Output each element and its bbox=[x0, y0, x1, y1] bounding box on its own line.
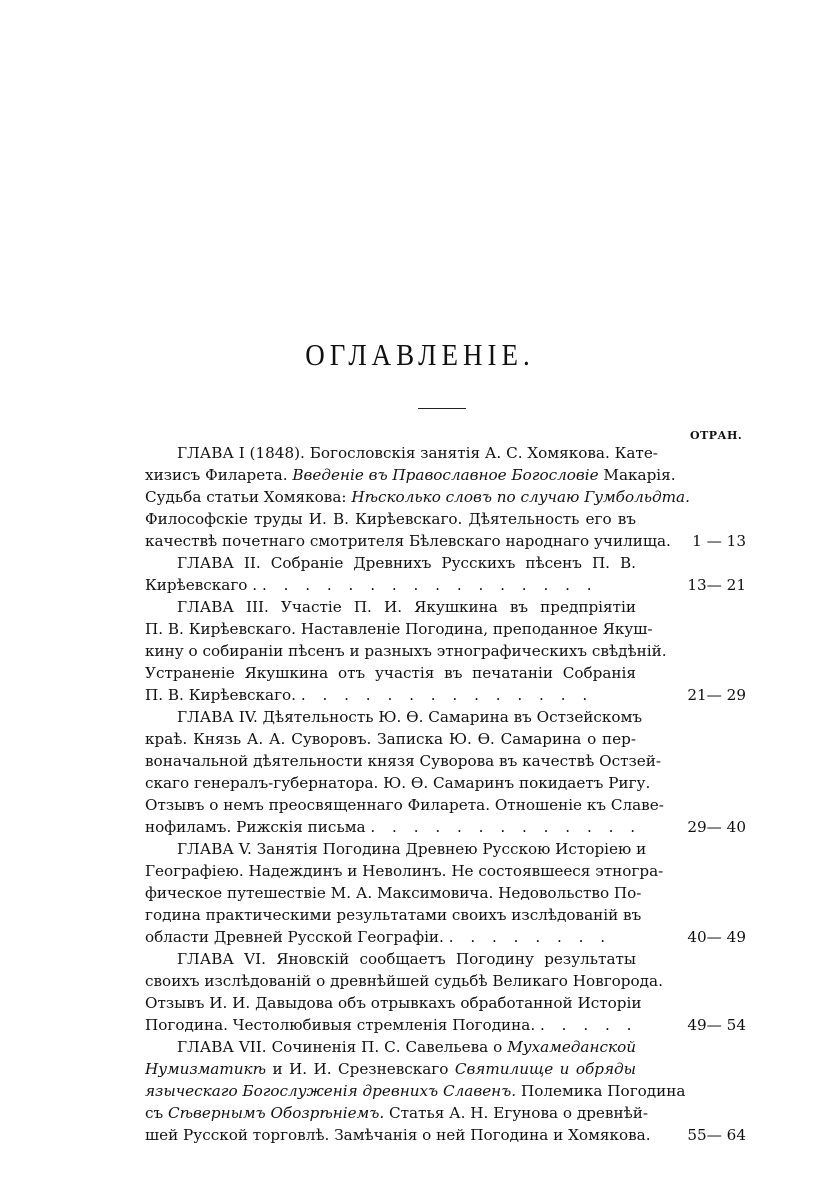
toc-line bbox=[145, 728, 636, 750]
toc-line bbox=[145, 508, 636, 530]
toc-line bbox=[145, 596, 636, 618]
italic-title: Нумизматикѣ bbox=[145, 1060, 267, 1078]
dot-leader: . . . . . . . . . . . . . . . . bbox=[261, 576, 598, 594]
pages-column-heading: ОТРАН. bbox=[690, 429, 743, 442]
toc-line bbox=[145, 1102, 648, 1124]
toc-text: ГЛАВА VII. Сочиненія П. С. Савельева о bbox=[177, 1038, 508, 1056]
page-range: 1 — 13 bbox=[692, 532, 746, 550]
title-rule bbox=[418, 408, 466, 409]
toc-line bbox=[145, 816, 642, 838]
toc-line bbox=[145, 552, 636, 574]
toc-line bbox=[145, 706, 643, 728]
toc-line bbox=[145, 1124, 651, 1146]
toc-line bbox=[145, 574, 636, 596]
toc-line bbox=[145, 992, 642, 1014]
toc-line bbox=[145, 640, 667, 662]
dot-leader: . . . . . . . . . . . . . bbox=[370, 818, 642, 836]
toc-line bbox=[145, 750, 662, 772]
toc-line bbox=[145, 970, 663, 992]
toc-line bbox=[145, 442, 658, 464]
toc-text: Отзывъ И. И. Давыдова объ отрывкахъ обработанной Исторіи bbox=[145, 994, 642, 1012]
dot-leader: . . . . . . . . bbox=[448, 928, 612, 946]
toc-line bbox=[145, 838, 647, 860]
toc-line bbox=[145, 662, 636, 684]
toc-line bbox=[145, 618, 653, 640]
italic-title: Введеніе въ Православное Богословіе bbox=[292, 466, 599, 484]
italic-title: Сѣвернымъ Обозрѣніемъ. bbox=[168, 1104, 385, 1122]
toc-text: воначальной дѣятельности князя Суворова въ качествѣ Остзей- bbox=[145, 752, 662, 770]
italic-title: Святилище и обряды bbox=[454, 1060, 636, 1078]
page-range: 49— 54 bbox=[687, 1016, 746, 1034]
toc-text: Макарія. bbox=[598, 466, 676, 484]
page-title: ОГЛАВЛЕНІЕ. bbox=[305, 338, 535, 372]
dot-leader: . . . . . . . . . . . . . . bbox=[300, 686, 594, 704]
page-range: 21— 29 bbox=[687, 686, 746, 704]
toc-line bbox=[145, 948, 636, 970]
toc-line bbox=[145, 860, 664, 882]
toc-text: година практическими результатами своихъ изслѣдованій въ bbox=[145, 906, 642, 924]
toc-line bbox=[145, 882, 642, 904]
toc-text: Полемика Погодина bbox=[516, 1082, 686, 1100]
toc-text: кину о собираніи пѣсенъ и разныхъ этнографическихъ свѣдѣній. bbox=[145, 642, 667, 660]
toc-line bbox=[145, 772, 651, 794]
toc-text: своихъ изслѣдованій о древнѣйшей судьбѣ Великаго Новгорода. bbox=[145, 972, 663, 990]
toc-text: ГЛАВА VI. Яновскій сообщаетъ Погодину результаты bbox=[177, 950, 636, 968]
toc-text: ГЛАВА III. Участіе П. И. Якушкина въ предпріятіи bbox=[177, 598, 636, 616]
toc-text: ГЛАВА IV. Дѣятельность Ю. Ѳ. Самарина въ Остзейскомъ bbox=[177, 708, 643, 726]
toc-line bbox=[145, 904, 642, 926]
toc-text: хизисъ Филарета. bbox=[145, 466, 293, 484]
toc-text: П. В. Кирѣевскаго. bbox=[145, 686, 301, 704]
toc-text: П. В. Кирѣевскаго. Наставленіе Погодина, преподанное Якуш- bbox=[145, 620, 653, 638]
toc-text: качествѣ почетнаго смотрителя Бѣлевскаго народнаго училища. bbox=[145, 532, 671, 550]
toc-text: ГЛАВА II. Собраніе Древнихъ Русскихъ пѣсенъ П. В. bbox=[177, 554, 636, 572]
toc-text: Устраненіе Якушкина отъ участія въ печатаніи Собранія bbox=[145, 664, 636, 682]
toc-text: области Древней Русской Географіи. bbox=[145, 928, 449, 946]
toc-text: и И. И. Срезневскаго bbox=[266, 1060, 455, 1078]
toc-line bbox=[145, 1058, 636, 1080]
toc-line bbox=[145, 486, 690, 508]
toc-line bbox=[145, 1014, 636, 1036]
page-range: 29— 40 bbox=[687, 818, 746, 836]
toc-text: Философскіе труды И. В. Кирѣевскаго. Дѣятельность его въ bbox=[145, 510, 636, 528]
toc-line bbox=[145, 464, 676, 486]
toc-text: фическое путешествіе М. А. Максимовича. Недовольство По- bbox=[145, 884, 642, 902]
page-range: 55— 64 bbox=[687, 1126, 746, 1144]
toc-text: Статья А. Н. Егунова о древнѣй- bbox=[384, 1104, 648, 1122]
toc-line bbox=[145, 1036, 636, 1058]
toc-line bbox=[145, 530, 671, 552]
toc-line bbox=[145, 926, 636, 948]
toc-text: Судьба статьи Хомякова: bbox=[145, 488, 352, 506]
toc-line bbox=[145, 684, 636, 706]
toc-text: ГЛАВА I (1848). Богословскія занятія А. С. Хомякова. Кате- bbox=[177, 444, 658, 462]
toc-line bbox=[145, 1080, 686, 1102]
toc-text: нофиламъ. Рижскія письма bbox=[145, 818, 371, 836]
toc-text: Кирѣевскаго . bbox=[145, 576, 262, 594]
page-range: 40— 49 bbox=[687, 928, 746, 946]
toc-text: скаго генералъ-губернатора. Ю. Ѳ. Самаринъ покидаетъ Ригу. bbox=[145, 774, 651, 792]
toc-text: съ bbox=[145, 1104, 168, 1122]
toc-text: Географіею. Надеждинъ и Неволинъ. Не состоявшееся этногра- bbox=[145, 862, 664, 880]
toc-text: Отзывъ о немъ преосвященнаго Филарета. Отношеніе къ Славе- bbox=[145, 796, 664, 814]
toc-text: краѣ. Князь А. А. Суворовъ. Записка Ю. Ѳ. Самарина о пер- bbox=[145, 730, 636, 748]
dot-leader: . . . . . bbox=[540, 1016, 638, 1034]
italic-title: языческаго Богослуженія древнихъ Славенъ. bbox=[145, 1082, 517, 1100]
toc-text: Погодина. Честолюбивыя стремленія Погодина. bbox=[145, 1016, 541, 1034]
toc-text: шей Русской торговлѣ. Замѣчанія о ней Погодина и Хомякова. bbox=[145, 1126, 651, 1144]
page-range: 13— 21 bbox=[687, 576, 746, 594]
toc-text: ГЛАВА V. Занятія Погодина Древнею Русскою Исторіею и bbox=[177, 840, 647, 858]
italic-title: Нѣсколько словъ по случаю Гумбольдта. bbox=[351, 488, 690, 506]
italic-title: Мухамеданской bbox=[507, 1038, 636, 1056]
toc-line bbox=[145, 794, 664, 816]
